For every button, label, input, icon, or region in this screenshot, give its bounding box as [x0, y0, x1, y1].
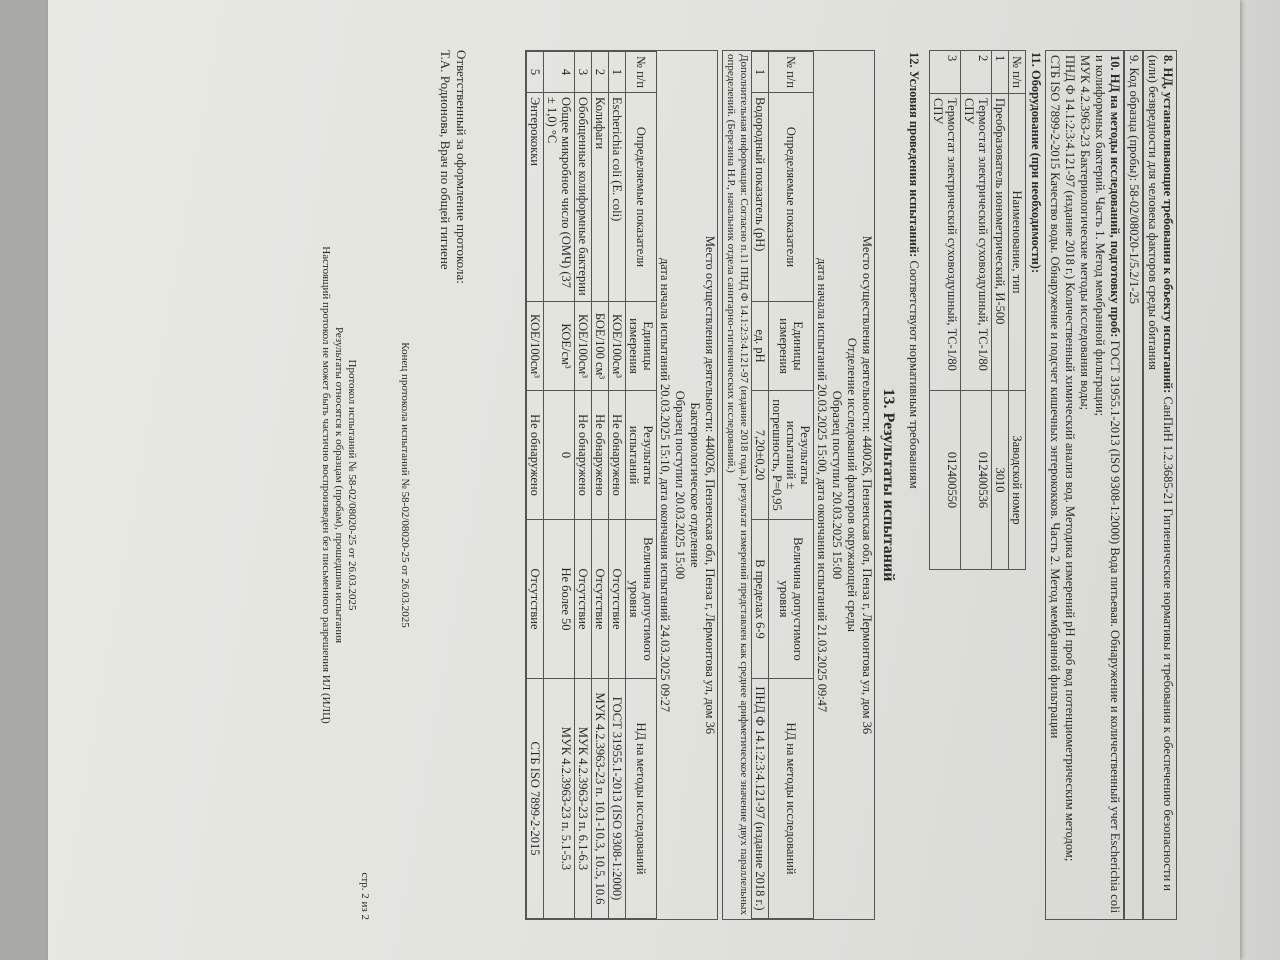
- signature-block: [437, 50, 469, 920]
- section-10-line: МУК 4.2.3963-23 Бактериологические методы исследования воды;: [1078, 55, 1092, 411]
- table-cell: Не обнаружено: [575, 391, 592, 520]
- table-cell: Не обнаружено: [592, 391, 609, 520]
- results-table-1: [751, 51, 814, 919]
- table-header-cell: Определяемые показатели: [626, 93, 657, 302]
- table-cell: 1: [609, 52, 626, 93]
- table-row: [592, 52, 609, 919]
- table-cell: 0: [544, 391, 575, 520]
- table-cell: СТБ ISO 7899-2-2015: [527, 679, 544, 919]
- table-cell: Водородный показатель (pH): [752, 93, 769, 302]
- table-cell: КОЕ/см³: [544, 302, 575, 391]
- table-header-cell: Результаты испытаний: [626, 391, 657, 520]
- table-cell: ПНД Ф 14.1:2:3:4.121-97 (издание 2018 г.): [752, 679, 769, 919]
- table-row: [544, 52, 575, 919]
- table-header-cell: № п/п: [1009, 51, 1026, 94]
- results-block-2: [525, 50, 718, 920]
- table-cell: КОЕ/100см³: [527, 302, 544, 391]
- table-cell: 1: [752, 52, 769, 93]
- table-header-cell: НД на методы исследований: [769, 679, 814, 919]
- table-header-row: [626, 52, 657, 919]
- table-cell: Колифаги: [592, 93, 609, 302]
- table-cell: 3010: [992, 391, 1009, 570]
- section-8-label: 8. НД, устанавливающие требования к объекту испытаний:: [1161, 55, 1175, 394]
- table-cell: Общее микробное число (ОМЧ) (37 ± 1,0) °С: [544, 93, 575, 302]
- section-9: [1124, 50, 1143, 920]
- block-dept: Отделение исследований факторов окружающей среды: [845, 337, 859, 633]
- table-row: [527, 52, 544, 919]
- table-cell: Термостат электрический суховоздушный, ТС-1/80 СПУ: [961, 94, 992, 391]
- table-header-row: [1009, 51, 1026, 570]
- section-13-title: 13. Результаты испытаний: [880, 388, 897, 582]
- table-row: [575, 52, 592, 919]
- table-header-cell: Определяемые показатели: [769, 93, 814, 302]
- table-cell: КОЕ/100см³: [575, 302, 592, 391]
- table-header-cell: № п/п: [769, 52, 814, 93]
- equipment-table: [929, 50, 1026, 570]
- section-12: [906, 52, 921, 920]
- table-cell: МУК 4.2.3963-23 п. 6.1-6.3: [575, 679, 592, 919]
- table-cell: ед. pH: [752, 302, 769, 391]
- block-dates: дата начала испытаний 20.03.2025 15:10, дата окончания испытаний 24.03.2025 09:27: [658, 257, 672, 713]
- additional-info: Дополнительная информация: Согласно п.11 ПНД Ф 14.1:2:3:4.121-97 (издание 2018 года.) результат измерений представлен как среднее арифметическое значение двух параллельных определений. (Березина Н.Р., начальник отдела санитарно-гигиенических исследований.): [725, 54, 750, 916]
- block-dept: Бактериологическое отделение: [688, 402, 702, 568]
- table-cell: КОЕ/100см³: [609, 302, 626, 391]
- table-header-cell: Единицы измерения: [626, 302, 657, 391]
- section-8: [1143, 50, 1177, 920]
- results-block-1: [722, 50, 875, 920]
- table-cell: 2: [592, 52, 609, 93]
- table-cell: 2: [961, 51, 992, 94]
- table-cell: Escherichia coli (E. coli): [609, 93, 626, 302]
- table-cell: Отсутствие: [527, 520, 544, 679]
- table-cell: БОЕ/100 см³: [592, 302, 609, 391]
- table-cell: 012400536: [961, 391, 992, 570]
- table-cell: Отсутствие: [609, 520, 626, 679]
- section-9-text: 9. Код образца (пробы): 58-02/08020-1/5.2/1-25: [1127, 55, 1141, 304]
- table-header-row: [769, 52, 814, 919]
- table-header-cell: Наименование, тип: [1009, 94, 1026, 391]
- table-cell: Обобщенные колиформные бактерии: [575, 93, 592, 302]
- table-header-cell: Величина допустимого уровня: [626, 520, 657, 679]
- table-cell: ГОСТ 31955.1-2013 (ISO 9308-1:2000): [609, 679, 626, 919]
- table-cell: 3: [575, 52, 592, 93]
- page-number: стр. 2 из 2: [359, 872, 371, 920]
- table-cell: Не обнаружено: [527, 391, 544, 520]
- table-cell: В пределах 6-9: [752, 520, 769, 679]
- section-10-line: ПНД Ф 14.1:2:3:4.121-97 (издание 2018 г.) Количественный химический анализ вод. Методика измерений pH проб вод потенциометрическим методом;: [1063, 55, 1077, 862]
- table-header-cell: Величина допустимого уровня: [769, 520, 814, 679]
- table-cell: 5: [527, 52, 544, 93]
- table-cell: МУК 4.2.3963-23 п. 10.1-10.3, 10.5, 10.6: [592, 679, 609, 919]
- block-dates: дата начала испытаний 20.03.2025 15:00, дата окончания испытаний 21.03.2025 09:47: [815, 257, 829, 713]
- table-row: [752, 52, 769, 919]
- table-header-cell: Единицы измерения: [769, 302, 814, 391]
- table-cell: 7,20±0,20: [752, 391, 769, 520]
- table-header-cell: Результаты испытаний ± погрешность, P=0,95: [769, 391, 814, 520]
- table-cell: Отсутствие: [592, 520, 609, 679]
- page-footer: [302, 50, 372, 920]
- results-table-2: [526, 51, 657, 919]
- table-cell: 4: [544, 52, 575, 93]
- footer-line: Результаты относятся к образцам (пробам), прошедшим испытания: [333, 326, 345, 644]
- end-of-protocol: Конец протокола испытаний № 58-02/08020-25 от 26.03.2025: [399, 342, 411, 628]
- table-header-cell: НД на методы исследований: [626, 679, 657, 919]
- table-cell: 1: [992, 51, 1009, 94]
- block-place: Место осуществления деятельности: 440026, Пензенская обл, Пенза г, Лермонтова ул, дом 36: [703, 235, 717, 735]
- table-row: [961, 51, 992, 570]
- table-cell: Энтерококки: [527, 93, 544, 302]
- section-10: [1045, 50, 1124, 920]
- footer-line: Настоящий протокол не может быть частично воспроизведен без письменного разрешения ИЛ (ИЛЦ): [320, 246, 332, 724]
- footer-line: Протокол испытаний № 58-02/08020-25 от 26.03.2025: [346, 359, 358, 611]
- block-received: Образец поступил 20.03.2025 15:00: [830, 390, 844, 580]
- table-cell: Преобразователь ионометрический, И-500: [992, 94, 1009, 391]
- table-cell: МУК 4.2.3963-23 п. 5.1-5.3: [544, 679, 575, 919]
- section-10-line: СТБ ISO 7899-2-2015 Качество воды. Обнаружение и подсчет кишечных энтерококков. Часть 2. Метод мембранной фильтрации: [1048, 55, 1062, 739]
- table-cell: 012400550: [930, 391, 961, 570]
- table-cell: Термостат электрический суховоздушный, ТС-1/80 СПУ: [930, 94, 961, 391]
- table-row: [992, 51, 1009, 570]
- section-10-line: ГОСТ 31955.1-2013 (ISO 9308-1:2000) Вода питьевая. Обнаружение и количественный учет Escherichia coli и колиформных бактерий. Часть 1. Метод мембранной фильтрации;: [1093, 55, 1122, 914]
- section-12-label: 12. Условия проведения испытаний:: [907, 52, 921, 258]
- table-cell: 3: [930, 51, 961, 94]
- table-row: [930, 51, 961, 570]
- table-cell: Отсутствие: [575, 520, 592, 679]
- table-header-cell: № п/п: [626, 52, 657, 93]
- section-11-title: 11. Оборудование (при необходимости):: [1029, 52, 1043, 274]
- table-header-cell: Заводской номер: [1009, 391, 1026, 570]
- signature-line-1: Ответственный за оформление протокола:: [454, 50, 469, 284]
- block-place: Место осуществления деятельности: 440026, Пензенская обл, Пенза г, Лермонтова ул, дом 36: [860, 235, 874, 735]
- block-received: Образец поступил 20.03.2025 15:00: [673, 390, 687, 580]
- protocol-page: [45, 0, 1195, 960]
- table-cell: Не более 50: [544, 520, 575, 679]
- table-cell: Не обнаружено: [609, 391, 626, 520]
- rotated-page: [45, 0, 1195, 960]
- section-10-label: 10. НД на методы исследований, подготовку проб:: [1108, 55, 1122, 338]
- section-12-text: Соответствуют нормативным требованиям: [907, 260, 921, 489]
- signature-line-2: Т.А. Родионова, Врач по общей гигиене: [438, 50, 453, 270]
- section-8-text: СанПиН 1.2.3685-21 Гигиенические нормативы и требования к обеспечению безопасности и (или) безвредности для человека факторов среды обитания: [1146, 55, 1175, 891]
- table-row: [609, 52, 626, 919]
